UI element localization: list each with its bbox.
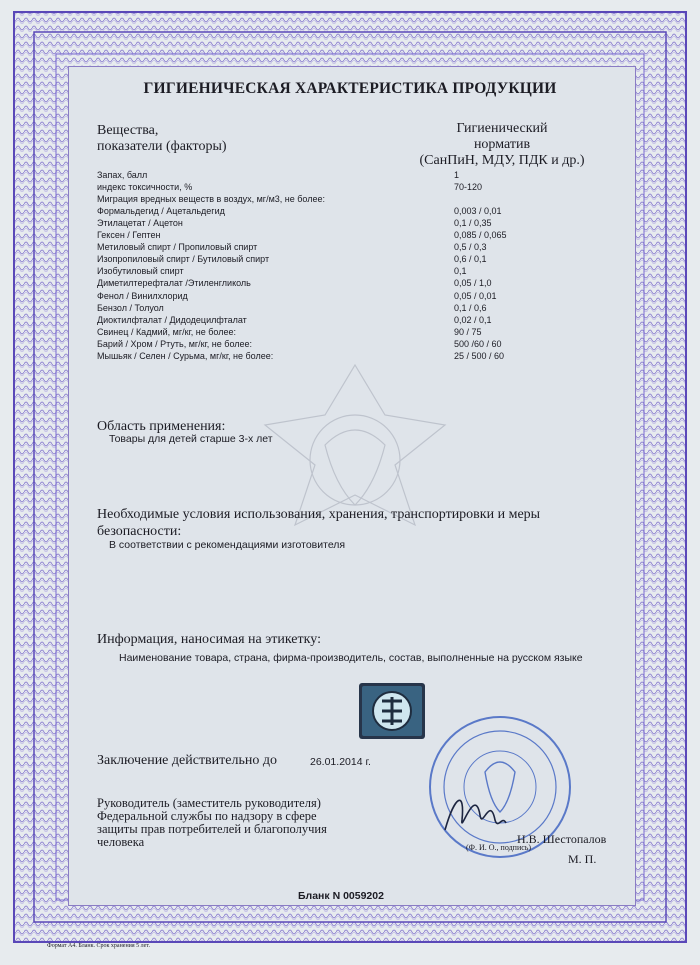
- row-norm: 90 / 75: [454, 326, 482, 337]
- fio-caption: (Ф. И. О., подпись): [466, 843, 532, 852]
- row-norm: 0,085 / 0,065: [454, 230, 507, 241]
- row-norm: 1: [454, 170, 460, 180]
- row-norm: 0,05 / 0,01: [454, 290, 497, 301]
- mp-mark: М. П.: [568, 852, 597, 866]
- row-substance: Мышьяк / Селен / Сурьма, мг/кг, не более:: [97, 350, 274, 361]
- header-left-2: показатели (факторы): [97, 139, 227, 154]
- row-norm: 0,003 / 0,01: [454, 206, 502, 217]
- application-label: Область применения:: [97, 419, 226, 434]
- row-norm: 0,1 / 0,6: [454, 302, 487, 313]
- document-title: ГИГИЕНИЧЕСКАЯ ХАРАКТЕРИСТИКА ПРОДУКЦИИ: [143, 80, 557, 97]
- footer-note: Формат А4. Бланк. Срок хранения 5 лет.: [47, 943, 150, 949]
- conditions-label-2: безопасности:: [97, 524, 182, 539]
- label-info-value: Наименование товара, страна, фирма-производитель, состав, выполненные на русском языке: [119, 652, 583, 664]
- row-norm: 0,6 / 0,1: [454, 254, 487, 265]
- row-norm: 500 /60 / 60: [454, 338, 502, 349]
- row-norm: 0,05 / 1,0: [454, 278, 492, 289]
- conditions-value: В соответствии с рекомендациями изготовителя: [109, 539, 346, 551]
- row-substance: Бензол / Толуол: [97, 302, 164, 313]
- validity-label: Заключение действительно до: [97, 753, 277, 768]
- row-norm: 0,1: [454, 266, 467, 277]
- head-line-4: человека: [97, 835, 145, 849]
- conditions-label-1: Необходимые условия использования, хранения, транспортировки и меры: [97, 507, 541, 522]
- label-info-label: Информация, наносимая на этикетку:: [97, 632, 321, 647]
- row-norm: 0,1 / 0,35: [454, 218, 492, 229]
- signer-name: Н.В. Шестопалов: [517, 832, 607, 846]
- row-substance: Изобутиловый спирт: [97, 266, 184, 277]
- row-substance: Диметилтерефталат /Этиленгликоль: [97, 278, 251, 289]
- row-norm: 0,02 / 0,1: [454, 314, 492, 325]
- row-substance: Метиловый спирт / Пропиловый спирт: [97, 242, 258, 253]
- row-substance: Диоктилфталат / Дидодецилфталат: [97, 314, 247, 325]
- header-right-2: норматив: [473, 137, 531, 152]
- signature: [440, 775, 510, 845]
- row-norm: 25 / 500 / 60: [454, 350, 505, 361]
- head-line-1: Руководитель (заместитель руководителя): [97, 796, 321, 810]
- header-left-1: Вещества,: [97, 123, 159, 138]
- header-right-1: Гигиенический: [456, 121, 548, 136]
- row-substance: Фенол / Винилхлорид: [97, 290, 188, 301]
- application-value: Товары для детей старше 3-х лет: [109, 433, 273, 445]
- row-substance: Барий / Хром / Ртуть, мг/кг, не более:: [97, 338, 253, 349]
- head-line-2: Федеральной службы по надзору в сфере: [97, 809, 317, 823]
- row-substance: Миграция вредных веществ в воздух, мг/м3, не более:: [97, 194, 325, 205]
- row-substance: Свинец / Кадмий, мг/кг, не более:: [97, 326, 236, 337]
- row-norm: 0,5 / 0,3: [454, 242, 487, 253]
- row-norm: 70-120: [454, 182, 483, 193]
- row-substance: Запах, балл: [97, 170, 148, 180]
- row-substance: индекс токсичности, %: [97, 182, 193, 193]
- row-substance: Этилацетат / Ацетон: [97, 218, 183, 229]
- head-line-3: защиты прав потребителей и благополучия: [97, 822, 327, 836]
- blank-number: Бланк N 0059202: [298, 890, 384, 902]
- header-right-3: (СанПиН, МДУ, ПДК и др.): [419, 153, 585, 168]
- validity-date: 26.01.2014 г.: [310, 756, 371, 768]
- hologram-seal: [359, 683, 425, 739]
- row-substance: Изопропиловый спирт / Бутиловый спирт: [97, 254, 270, 265]
- row-substance: Формальдегид / Ацетальдегид: [97, 206, 225, 217]
- row-substance: Гексен / Гептен: [97, 230, 161, 241]
